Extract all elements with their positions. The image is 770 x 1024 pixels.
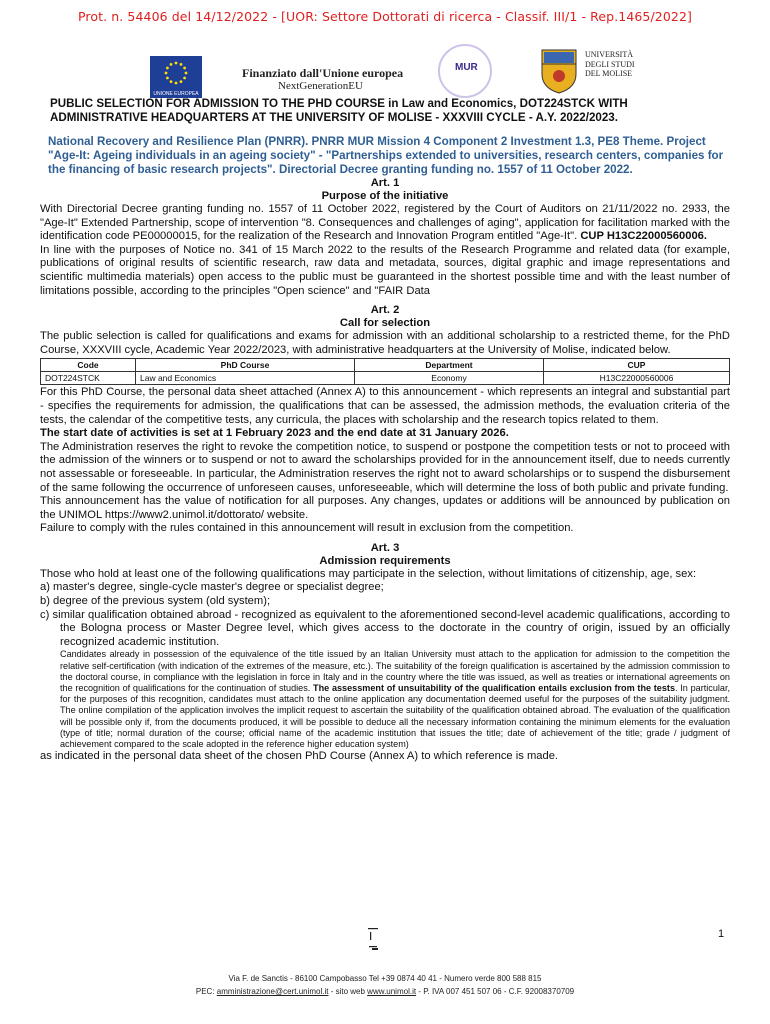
art2-paragraph-2: For this PhD Course, the personal data sheet attached (Annex A) to this announcement - which represents an integral and substantial part - specifies the requirements for admission, the qualifications that can be assessed, the admission methods, the evaluation criteria of the tests, the calendar of the competitive tests, any curricula, the places with scholarship and the research topics related to them. bbox=[40, 386, 730, 426]
table-cell: H13C22000560006 bbox=[544, 372, 730, 385]
art2-paragraph-5: This announcement has the value of notification for all purposes. Any changes, updates or additions will be announced by publication on the UNIMOL https://www2.unimol.it/dottorato/ website. bbox=[40, 495, 730, 521]
art1-number: Art. 1 bbox=[370, 177, 400, 189]
art2-paragraph-4: The Administration reserves the right to revoke the competition notice, to suspend or postpone the competition tests or not to proceed with the admission of the winners or to suspend or not to award the scholarships provided for in the announcement itself, due to needs currently not assessable or foreseeable. In particular, the Administration reserves the right not to award scholarships or to suspend the disbursement of the same following the occurrence of unforeseen causes, unforeseeable, which will determine the loss of both public and private funding. bbox=[40, 440, 730, 494]
pec-email-link[interactable]: amministrazione@cert.unimol.it bbox=[216, 987, 329, 996]
table-cell: DOT224STCK bbox=[41, 372, 136, 385]
nextgeneu-text: NextGenerationEU bbox=[278, 80, 363, 92]
table-cell: Law and Economics bbox=[136, 372, 355, 385]
document-title: PUBLIC SELECTION FOR ADMISSION TO THE PHD COURSE in Law and Economics, DOT224STCK WITH ADMINISTRATIVE HEADQUARTERS AT THE UNIVERSITY OF MOLISE - XXXVIII CYCLE - A.Y. 2022/2023. bbox=[50, 97, 628, 124]
requirement-c: c) similar qualification obtained abroad - recognized as equivalent to the aforementioned second-level academic qualifications, according to the Bologna process or Master Degree level, which gives access to the doctorate in the country of origin, issued by an officially recognized academic institution. bbox=[40, 608, 730, 648]
footer-address: Via F. de Sanctis - 86100 Campobasso Tel +39 0874 40 41 - Numero verde 800 588 815 bbox=[228, 974, 542, 983]
document-body bbox=[40, 97, 730, 764]
art1-title: Purpose of the initiative bbox=[321, 190, 449, 202]
mur-logo-text: MUR bbox=[455, 62, 478, 73]
art2-paragraph-1: The public selection is called for qualifications and exams for admission with an additional scholarship to a restricted theme, for the PhD Course, XXXVIII cycle, Academic Year 2022/2023, with administrative headquarters at the University of Molise, indicated below. bbox=[40, 330, 730, 356]
header-logos bbox=[0, 44, 770, 96]
art3-closing: as indicated in the personal data sheet of the chosen PhD Course (Annex A) to which reference is made. bbox=[40, 750, 559, 763]
table-header: CUP bbox=[544, 359, 730, 372]
unimol-logo-text: UNIVERSITÀ DEGLI STUDI DEL MOLISE bbox=[585, 50, 635, 78]
funded-by-eu-text: Finanziato dall'Unione europea bbox=[242, 66, 404, 80]
requirement-c-details: Candidates already in possession of the equivalence of the title issued by an Italian University must attach to the application for admission to the competition the relative self-certification (with indication of the extremes of the measure, etc.). The suitability of the foreign qualification is ascertained by the admission commission to the doctoral course, in compliance with the legislation in force in Italy and in the country where the title was issued, as well as treaties or international agreements on the recognition of qualifications for the continuation of studies. The assessment of unsuitability of the qualification entails exclusion from the tests. In particular, for the purposes of this recognition, candidates must attach to the online application any documentation deemed useful for the purposes of the suitability judgment. The online compilation of the application involves the implicit request to ascertain the suitability of the qualification obtained abroad. The evaluation of the qualification will be possible only if, from the documents produced, it will be possible to deduce all the necessary information containing the minimum elements for the evaluation (type of title; normal duration of the course; official name of the academic institution that issues the title; date of achievement of the title; grade / judgment of achievement compared to the scale adopted in the reference higher education system) bbox=[60, 649, 731, 750]
page-number: 1 bbox=[718, 928, 725, 940]
eu-flag-logo bbox=[150, 56, 202, 90]
barcode-mark bbox=[368, 926, 380, 952]
table-header: Department bbox=[355, 359, 544, 372]
footer-contacts: PEC: amministrazione@cert.unimol.it - sito web www.unimol.it - P. IVA 007 451 507 06 - C.F. 92008370709 bbox=[195, 987, 575, 996]
requirement-b: b) degree of the previous system (old system); bbox=[40, 595, 271, 608]
pnrr-subtitle: National Recovery and Resilience Plan (PNRR). PNRR MUR Mission 4 Component 2 Investment 1.3, PE8 Theme. Project "Age-It: Ageing individuals in an ageing society" - "Partnerships extended to universities, research centers, companies for the financing of basic research projects". Directorial Decree granting funding no. 1557 of 11 October 2022. bbox=[48, 135, 724, 176]
art3-paragraph-1: Those who hold at least one of the following qualifications may participate in the selection, without limitations of citizenship, age, sex: bbox=[40, 567, 697, 580]
art1-paragraph-2: In line with the purposes of Notice no. 341 of 15 March 2022 to the results of the Research Programme and related data (for example, publications of original results of scientific research, raw data and metadata, sources, digital graphic and image representations and scientific multimedia materials) open access to the public must be guaranteed in the shortest possible time and with the least number of limitations possible, according to the principles "Open science" and "FAIR Data bbox=[40, 243, 730, 297]
art2-paragraph-6: Failure to comply with the rules contained in this announcement will result in exclusion from the competition. bbox=[40, 522, 574, 535]
eu-label: UNIONE EUROPEA bbox=[150, 90, 202, 98]
website-link[interactable]: www.unimol.it bbox=[367, 987, 417, 996]
requirement-a: a) master's degree, single-cycle master's degree or specialist degree; bbox=[40, 581, 384, 594]
table-header: Code bbox=[41, 359, 136, 372]
table-header: PhD Course bbox=[136, 359, 355, 372]
table-header-row bbox=[41, 359, 730, 372]
art2-number: Art. 2 bbox=[370, 304, 400, 317]
art3-number: Art. 3 bbox=[370, 541, 400, 554]
art3-title: Admission requirements bbox=[319, 554, 451, 567]
protocol-stamp: Prot. n. 54406 del 14/12/2022 - [UOR: Settore Dottorati di ricerca - Classif. III/1 - Rep.1465/2022] bbox=[77, 9, 692, 24]
table-row bbox=[41, 372, 730, 385]
art2-title: Call for selection bbox=[339, 317, 431, 330]
unimol-shield-logo bbox=[540, 48, 578, 94]
art1-paragraph-1: With Directorial Decree granting funding no. 1557 of 11 October 2022, registered by the Court of Auditors on 21/11/2022 no. 2933, the "Age-It" Extended Partnership, scope of intervention "8. Consequences and challenges of aging", application for facilitation marked with the identification code PE00000015, for the realization of the Research and Innovation Program entitled "Age-It". CUP H13C22000560006. bbox=[40, 203, 730, 243]
art2-dates: The start date of activities is set at 1 February 2023 and the end date at 31 January 2026. bbox=[40, 427, 509, 440]
phd-course-table bbox=[40, 358, 730, 385]
table-cell: Economy bbox=[355, 372, 544, 385]
